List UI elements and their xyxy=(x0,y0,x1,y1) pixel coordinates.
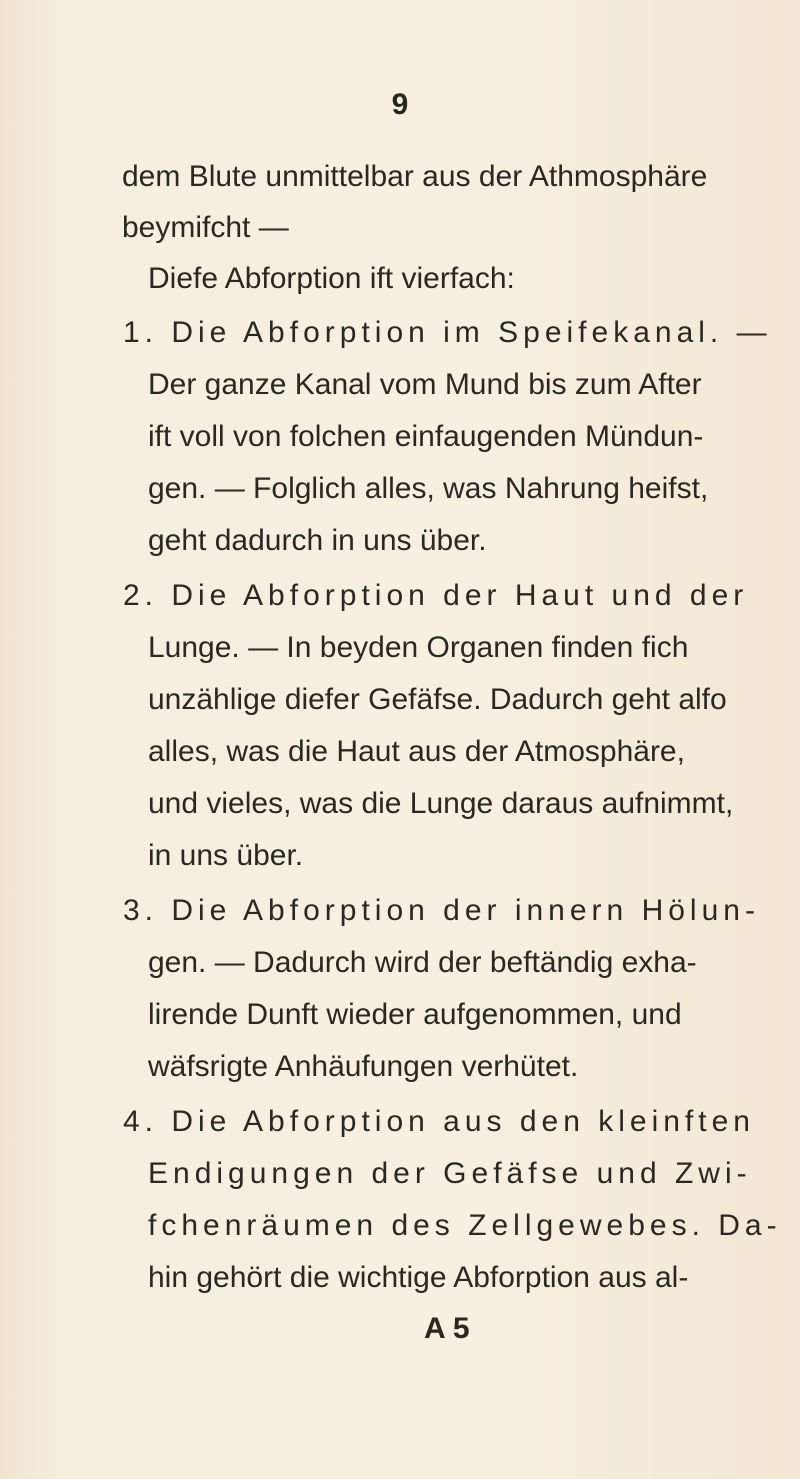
text-line: alles, was die Haut aus der Atmosphäre, xyxy=(148,735,685,768)
text-line: gen. — Dadurch wird der beftändig exha- xyxy=(148,946,697,979)
text-line: fchenräumen des Zellgewebes. Da- xyxy=(148,1209,782,1242)
text-line: hin gehört die wichtige Abforption aus al- xyxy=(148,1261,689,1294)
text-line: unzählige diefer Gefäfse. Dadurch geht alfo xyxy=(148,683,727,716)
text-line: gen. — Folglich alles, was Nahrung heifst, xyxy=(148,472,709,505)
text-line: wäfsrigte Anhäufungen verhütet. xyxy=(148,1050,579,1083)
text-line: geht dadurch in uns über. xyxy=(148,524,487,557)
text-line: lirende Dunft wieder aufgenommen, und xyxy=(148,998,682,1031)
text-line: Endigungen der Gefäfse und Zwi- xyxy=(148,1157,752,1190)
signature-mark: A 5 xyxy=(424,1312,470,1345)
section-heading-4: 4. Die Abforption aus den kleinften xyxy=(123,1105,755,1138)
page-number: 9 xyxy=(391,88,409,121)
text-line: in uns über. xyxy=(148,839,304,872)
text-line: beymifcht — xyxy=(122,211,289,244)
text-line: Diefe Abforption ift vierfach: xyxy=(148,262,515,295)
text-line: ift voll von folchen einfaugenden Mündun- xyxy=(148,420,704,453)
section-heading-3: 3. Die Abforption der innern Hölun- xyxy=(123,894,760,927)
text-line: Lunge. — In beyden Organen finden fich xyxy=(148,631,689,664)
text-line: Der ganze Kanal vom Mund bis zum After xyxy=(148,368,702,401)
text-line: und vieles, was die Lunge daraus aufnimmt, xyxy=(148,787,734,820)
text-line: dem Blute unmittelbar aus der Athmosphäre xyxy=(122,160,708,193)
section-heading-2: 2. Die Abforption der Haut und der xyxy=(123,579,749,612)
section-heading-1: 1. Die Abforption im Speifekanal. — xyxy=(123,316,772,349)
